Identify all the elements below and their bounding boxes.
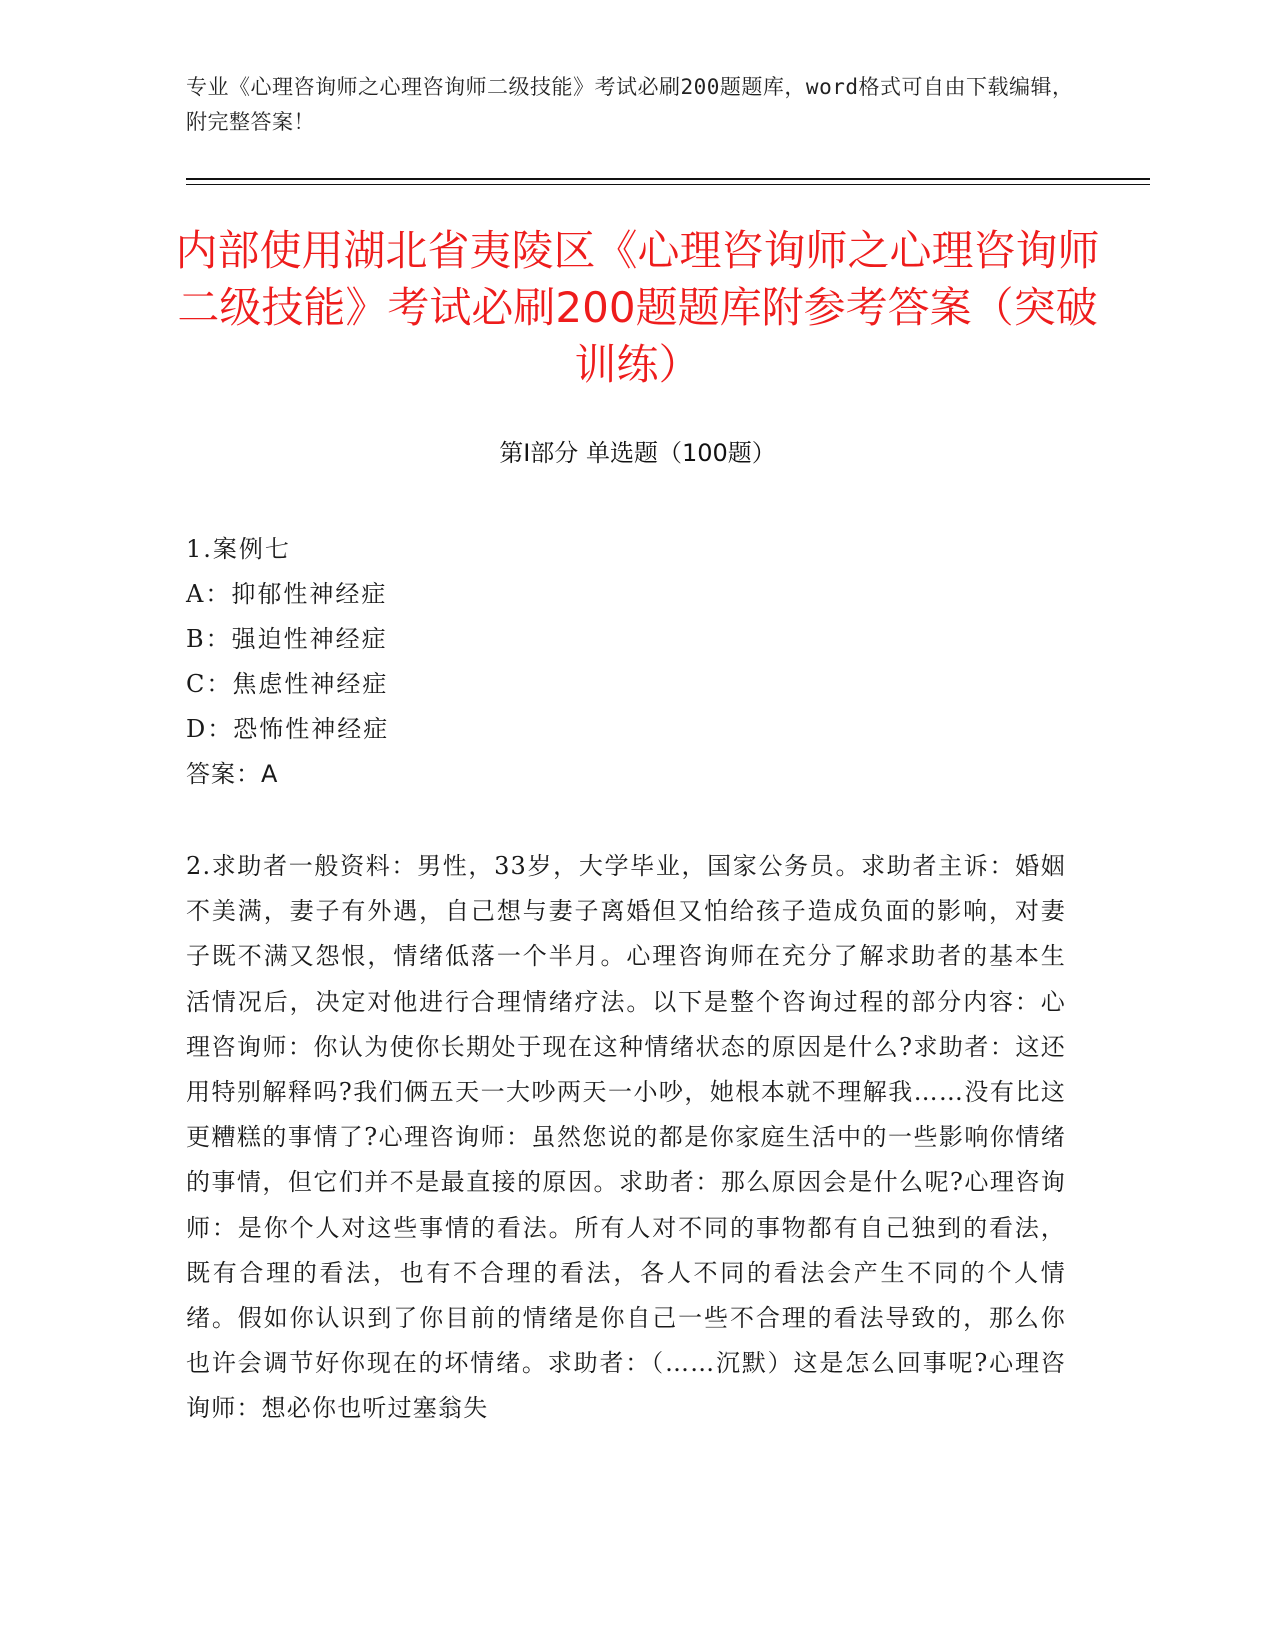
option-a: A：抑郁性神经症 xyxy=(186,580,388,608)
question-2 xyxy=(186,844,1066,1432)
header-rule-thin xyxy=(186,184,1150,185)
option-b: B：强迫性神经症 xyxy=(186,625,388,653)
section-title: 第Ⅰ部分 单选题（100题） xyxy=(499,439,776,467)
question-stem: 1.案例七 xyxy=(186,535,291,563)
header-note: 专业《心理咨询师之心理咨询师二级技能》考试必刷200题题库，word格式可自由下载编辑，附完整答案！ xyxy=(186,75,1074,134)
option-c: C：焦虑性神经症 xyxy=(186,670,389,698)
header-rule-thick xyxy=(186,178,1150,180)
question-stem: 2.求助者一般资料：男性，33岁，大学毕业，国家公务员。求助者主诉：婚姻不美满，妻子有外遇，自己想与妻子离婚但又怕给孩子造成负面的影响，对妻子既不满又怨恨，情绪低落一个半月。心理咨询师在充分了解求助者的基本生活情况后，决定对他进行合理情绪疗法。以下是整个咨询过程的部分内容：心理咨询师：你认为使你长期处于现在这种情绪状态的原因是什么?求助者：这还用特别解释吗?我们俩五天一大吵两天一小吵，她根本就不理解我……没有比这更糟糕的事情了?心理咨询师：虽然您说的都是你家庭生活中的一些影响你情绪的事情，但它们并不是最直接的原因。求助者：那么原因会是什么呢?心理咨询师：是你个人对这些事情的看法。所有人对不同的事物都有自己独到的看法，既有合理的看法，也有不合理的看法，各人不同的看法会产生不同的个人情绪。假如你认识到了你目前的情绪是你自己一些不合理的看法导致的，那么你也许会调节好你现在的坏情绪。求助者：（……沉默）这是怎么回事呢?心理咨询师：想必你也听过塞翁失 xyxy=(186,852,1066,1423)
option-d: D：恐怖性神经症 xyxy=(186,715,390,743)
document-title: 内部使用湖北省夷陵区《心理咨询师之心理咨询师二级技能》考试必刷200题题库附参考答案（突破训练） xyxy=(175,226,1100,389)
answer-label: 答案：A xyxy=(186,760,279,788)
question-1 xyxy=(186,527,1066,797)
